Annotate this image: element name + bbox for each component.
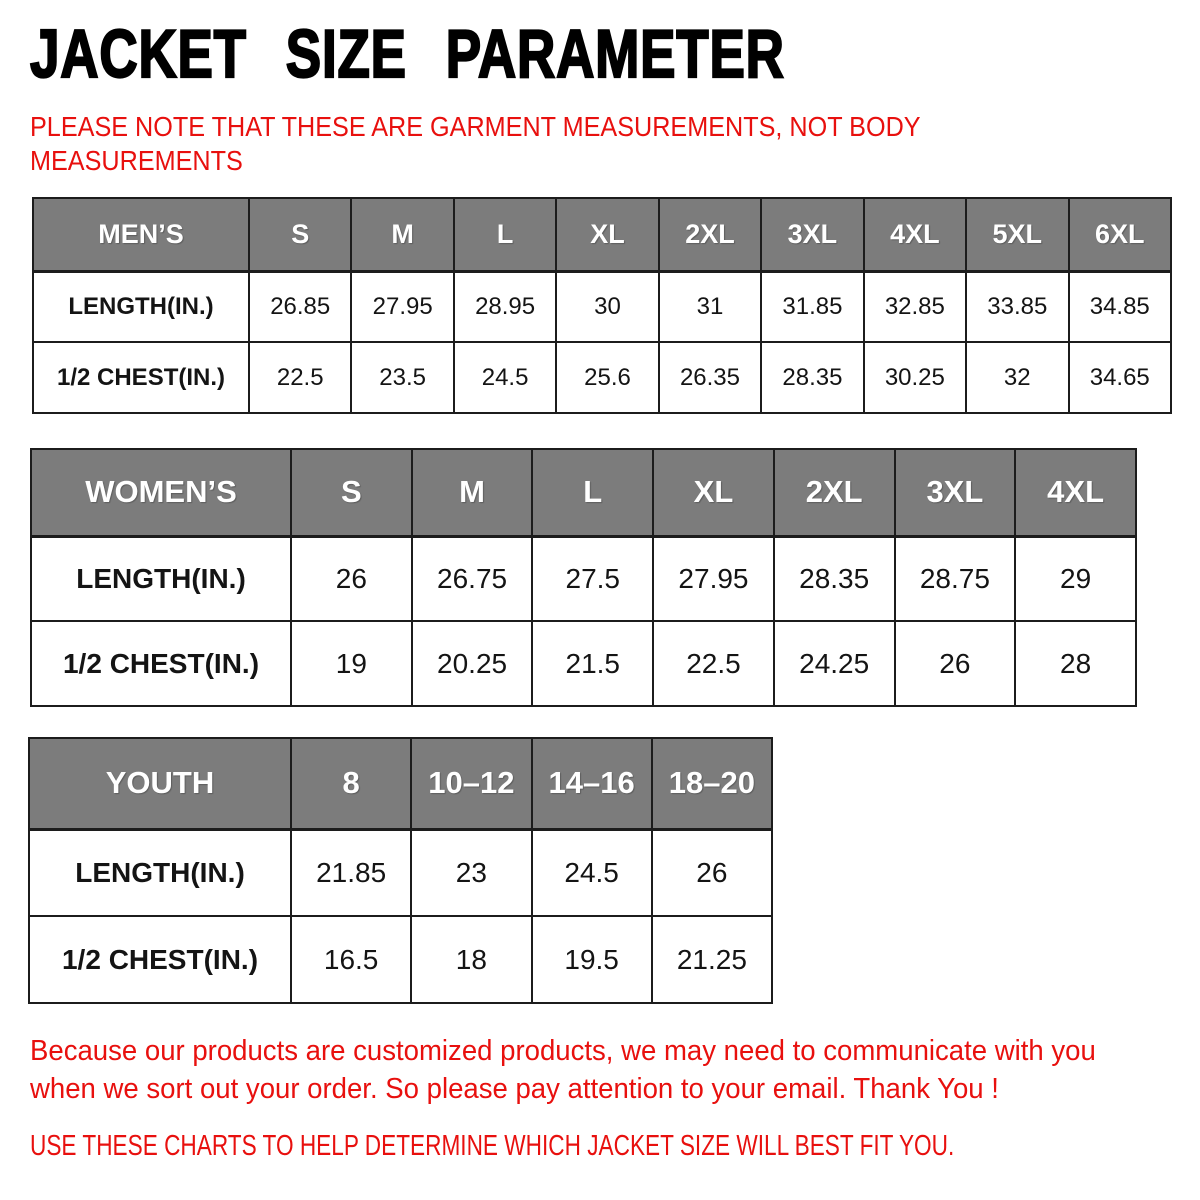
row-label: LENGTH(IN.) [31, 536, 291, 621]
measure-value: 27.95 [351, 271, 453, 342]
measure-value: 28.95 [454, 271, 556, 342]
womens-chest-row [31, 621, 1136, 706]
customization-notice-line-1: Because our products are customized products, we may need to communicate with you [30, 1035, 1096, 1067]
measure-value: 16.5 [291, 916, 411, 1003]
size-col-header: 14–16 [532, 738, 652, 829]
measure-value: 32 [966, 342, 1068, 413]
measure-value: 31 [659, 271, 761, 342]
note-line-1: PLEASE NOTE THAT THESE ARE GARMENT MEASUREMENTS, NOT BODY [30, 111, 921, 142]
measure-value: 18 [411, 916, 531, 1003]
measure-value: 34.85 [1069, 271, 1172, 342]
measure-value: 33.85 [966, 271, 1068, 342]
youth-chest-row [29, 916, 772, 1003]
measure-value: 28 [1015, 621, 1136, 706]
size-col-header: XL [653, 449, 774, 536]
measure-value: 28.35 [761, 342, 863, 413]
measure-value: 26 [895, 621, 1016, 706]
measure-value: 34.65 [1069, 342, 1172, 413]
size-col-header: 3XL [761, 198, 863, 271]
measure-value: 27.5 [532, 536, 653, 621]
womens-size-table [30, 448, 1137, 707]
garment-measurement-note [30, 110, 921, 178]
measure-value: 24.5 [454, 342, 556, 413]
customization-notice-line-2: when we sort out your order. So please pay attention to your email. Thank You ! [30, 1073, 999, 1106]
measure-value: 25.6 [556, 342, 658, 413]
youth-header-row [29, 738, 772, 829]
page-title: JACKET SIZE PARAMETER [30, 16, 785, 92]
chart-usage-note: USE THESE CHARTS TO HELP DETERMINE WHICH JACKET SIZE WILL BEST FIT YOU. [30, 1130, 955, 1162]
size-col-header: 8 [291, 738, 411, 829]
measure-value: 22.5 [653, 621, 774, 706]
measure-value: 20.25 [412, 621, 533, 706]
measure-value: 30 [556, 271, 658, 342]
womens-length-row [31, 536, 1136, 621]
measure-value: 28.35 [774, 536, 895, 621]
measure-value: 30.25 [864, 342, 966, 413]
note-line-2: MEASUREMENTS [30, 145, 243, 177]
size-col-header: M [351, 198, 453, 271]
size-col-header: 18–20 [652, 738, 772, 829]
measure-value: 23 [411, 829, 531, 916]
size-col-header: 10–12 [411, 738, 531, 829]
size-col-header: L [454, 198, 556, 271]
size-col-header: 4XL [864, 198, 966, 271]
customization-notice [30, 1032, 1096, 1109]
size-col-header: 2XL [774, 449, 895, 536]
measure-value: 27.95 [653, 536, 774, 621]
measure-value: 21.5 [532, 621, 653, 706]
size-col-header: S [291, 449, 412, 536]
measure-value: 24.5 [532, 829, 652, 916]
measure-value: 23.5 [351, 342, 453, 413]
row-label: 1/2 CHEST(IN.) [33, 342, 249, 413]
measure-value: 26 [652, 829, 772, 916]
size-col-header: XL [556, 198, 658, 271]
measure-value: 29 [1015, 536, 1136, 621]
measure-value: 26.75 [412, 536, 533, 621]
measure-value: 32.85 [864, 271, 966, 342]
mens-chest-row [33, 342, 1171, 413]
row-label: 1/2 CHEST(IN.) [31, 621, 291, 706]
size-col-header: 3XL [895, 449, 1016, 536]
measure-value: 26 [291, 536, 412, 621]
measure-value: 24.25 [774, 621, 895, 706]
mens-size-table [32, 197, 1172, 414]
youth-size-table [28, 737, 773, 1004]
youth-length-row [29, 829, 772, 916]
size-col-header: 5XL [966, 198, 1068, 271]
measure-value: 26.85 [249, 271, 351, 342]
size-col-header: 2XL [659, 198, 761, 271]
size-col-header: M [412, 449, 533, 536]
measure-value: 22.5 [249, 342, 351, 413]
measure-value: 21.85 [291, 829, 411, 916]
measure-value: 31.85 [761, 271, 863, 342]
size-col-header: 4XL [1015, 449, 1136, 536]
mens-table-label: MEN’S [33, 198, 249, 271]
measure-value: 19 [291, 621, 412, 706]
measure-value: 21.25 [652, 916, 772, 1003]
mens-header-row [33, 198, 1171, 271]
row-label: LENGTH(IN.) [33, 271, 249, 342]
measure-value: 28.75 [895, 536, 1016, 621]
womens-header-row [31, 449, 1136, 536]
measure-value: 19.5 [532, 916, 652, 1003]
measure-value: 26.35 [659, 342, 761, 413]
row-label: LENGTH(IN.) [29, 829, 291, 916]
size-col-header: L [532, 449, 653, 536]
womens-table-label: WOMEN’S [31, 449, 291, 536]
row-label: 1/2 CHEST(IN.) [29, 916, 291, 1003]
size-col-header: S [249, 198, 351, 271]
mens-length-row [33, 271, 1171, 342]
size-col-header: 6XL [1069, 198, 1172, 271]
youth-table-label: YOUTH [29, 738, 291, 829]
